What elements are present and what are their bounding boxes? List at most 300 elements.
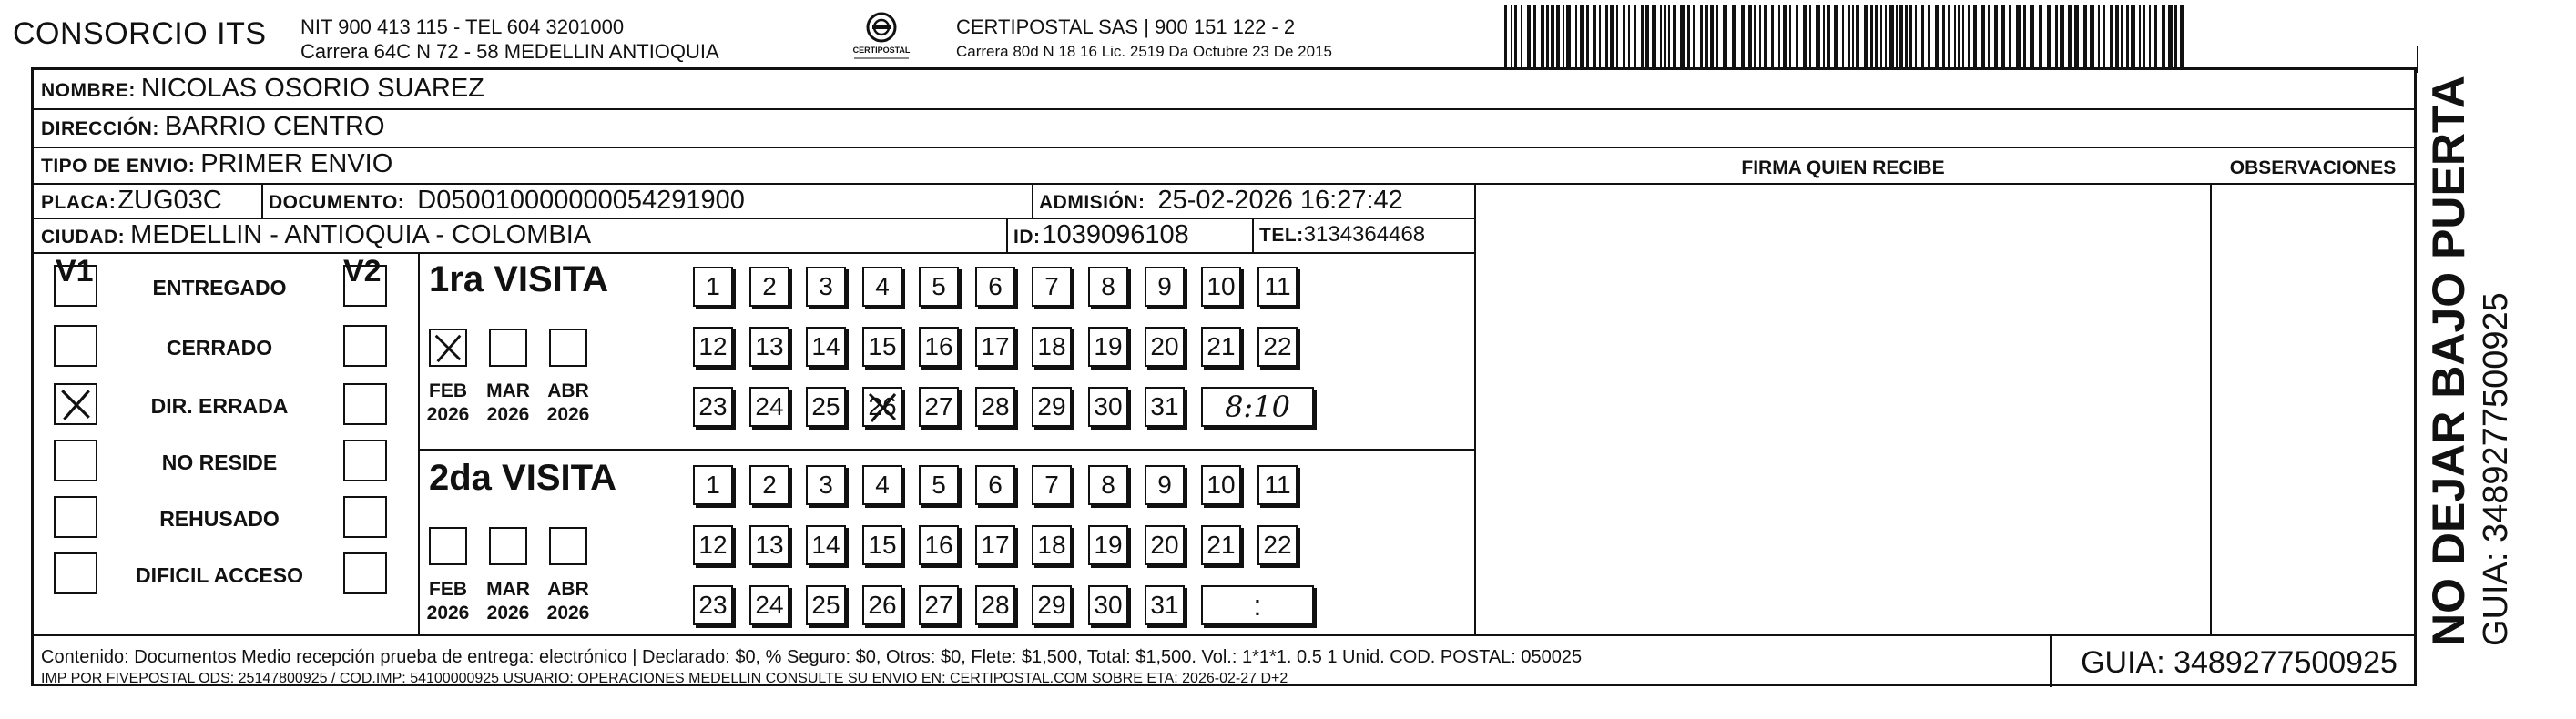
day-number: 30	[1094, 591, 1123, 619]
month-checkbox[interactable]	[429, 329, 467, 367]
barcode-bar	[2110, 5, 2113, 69]
barcode-bar	[1546, 5, 1549, 69]
day-box[interactable]	[749, 465, 789, 505]
footer-divider	[34, 634, 2414, 636]
day-box[interactable]	[806, 585, 846, 625]
month-name: ABR	[547, 380, 589, 401]
barcode-bar	[1875, 5, 1878, 69]
day-number: 29	[1037, 591, 1066, 619]
barcode-bar	[2149, 5, 2151, 69]
barcode-bar	[1664, 5, 1666, 69]
day-number: 9	[1157, 272, 1172, 300]
field-placa	[41, 186, 222, 216]
day-number: 19	[1094, 332, 1123, 360]
content-details: Contenido: Documentos Medio recepción prueba de entrega: electrónico | Declarado: $0, % Seguro: $0, Otros: $0, Flete: $1,500, Total: $1,500. Vol.: 1*1*1. 0.5 1 Unid. COD. POSTAL: 050025	[41, 647, 1583, 667]
barcode-bar	[1848, 5, 1850, 69]
day-number: 12	[698, 332, 728, 360]
placa-label: PLACA:	[41, 192, 117, 213]
day-box[interactable]	[919, 267, 959, 307]
side-notice	[2422, 76, 2568, 646]
barcode-bar	[1778, 5, 1780, 69]
field-id	[1013, 220, 1189, 250]
barcode-bar	[2030, 5, 2034, 69]
day-box[interactable]	[1257, 525, 1298, 565]
company-info	[300, 15, 719, 64]
day-number: 20	[1150, 531, 1179, 559]
day-box[interactable]	[975, 387, 1015, 427]
barcode-bar	[1852, 5, 1854, 69]
barcode-bar	[1732, 5, 1736, 69]
visit-title: 1ra VISITA	[429, 259, 609, 299]
day-number: 7	[1044, 272, 1059, 300]
barcode-bar	[1994, 5, 1998, 69]
day-number: 15	[868, 531, 897, 559]
cell-divider	[1252, 218, 1254, 252]
day-box[interactable]	[862, 267, 902, 307]
month-year: 2026	[426, 404, 470, 425]
day-number: 7	[1044, 471, 1059, 499]
barcode-bar	[1687, 5, 1690, 69]
barcode-bar	[1981, 5, 1985, 69]
company-name: CONSORCIO ITS	[13, 16, 267, 51]
day-box[interactable]	[806, 525, 846, 565]
barcode-bar	[1660, 5, 1662, 69]
nombre-label: NOMBRE:	[41, 80, 136, 101]
barcode-bar	[2090, 5, 2094, 69]
day-number: 31	[1150, 591, 1179, 619]
tipo-envio-value: PRIMER ENVIO	[200, 149, 393, 178]
barcode-bar	[1962, 5, 1964, 69]
status-v1-checkbox[interactable]	[54, 325, 97, 367]
barcode-bar	[1705, 5, 1708, 69]
day-box[interactable]	[749, 585, 789, 625]
barcode-bar	[1885, 5, 1887, 69]
barcode-bar	[2168, 5, 2173, 69]
carrier-nit-line: CERTIPOSTAL SAS | 900 151 122 - 2	[956, 15, 1296, 38]
day-box[interactable]	[693, 525, 733, 565]
day-number: 2	[762, 272, 777, 300]
status-v2-checkbox[interactable]	[343, 383, 387, 425]
tipo-envio-label: TIPO DE ENVIO:	[41, 156, 196, 177]
day-box[interactable]	[693, 585, 733, 625]
barcode-bar	[1915, 5, 1917, 69]
day-number: 4	[875, 471, 890, 499]
day-box[interactable]	[862, 327, 902, 367]
field-ciudad	[41, 220, 591, 250]
row-divider	[34, 183, 2414, 185]
barcode-bar	[1541, 5, 1544, 69]
day-number: 17	[981, 531, 1010, 559]
direccion-label: DIRECCIÓN:	[41, 118, 159, 139]
day-number: 8	[1101, 471, 1115, 499]
day-number: 18	[1037, 332, 1066, 360]
barcode-bar	[2001, 5, 2005, 69]
v2-header: V2	[343, 254, 382, 289]
carrier-info	[956, 15, 1332, 64]
barcode-bar	[1586, 5, 1589, 69]
barcode-bar	[2180, 5, 2184, 69]
side-guia: GUIA: 3489277500925	[2477, 292, 2515, 646]
barcode-bar	[2068, 5, 2072, 69]
barcode-bar	[1771, 5, 1774, 69]
row-divider	[34, 218, 1474, 219]
field-tipo-envio	[41, 149, 392, 179]
barcode-bar	[1842, 5, 1844, 69]
day-box[interactable]	[1032, 387, 1072, 427]
day-number: 2	[762, 471, 777, 499]
barcode-bar	[1593, 5, 1596, 69]
day-box[interactable]	[1088, 585, 1128, 625]
cell-divider	[261, 183, 263, 218]
admision-value: 25-02-2026 16:27:42	[1157, 186, 1403, 215]
day-box[interactable]	[1257, 465, 1298, 505]
day-box[interactable]	[862, 585, 902, 625]
day-number: 10	[1207, 272, 1236, 300]
barcode-bar	[2103, 5, 2105, 69]
barcode-bar	[1864, 5, 1868, 69]
month-name: FEB	[429, 579, 467, 600]
day-box[interactable]	[1257, 327, 1298, 367]
month-year: 2026	[426, 603, 470, 623]
ciudad-value: MEDELLIN - ANTIOQUIA - COLOMBIA	[130, 220, 592, 249]
barcode-bar	[2115, 5, 2119, 69]
barcode-bar	[1710, 5, 1714, 69]
day-number: 13	[755, 332, 784, 360]
day-box[interactable]	[1088, 327, 1128, 367]
day-box[interactable]	[749, 267, 789, 307]
month-label	[541, 578, 596, 625]
month-checkbox[interactable]	[549, 329, 587, 367]
status-label: NO RESIDE	[161, 451, 278, 474]
month-checkbox[interactable]	[489, 527, 527, 565]
barcode-bar	[1623, 5, 1625, 69]
barcode-bar	[1856, 5, 1859, 69]
day-box[interactable]	[1088, 465, 1128, 505]
barcode-bar	[1948, 5, 1950, 69]
barcode-bar	[1556, 5, 1560, 69]
day-number: 8	[1101, 272, 1115, 300]
day-number: 10	[1207, 471, 1236, 499]
day-box[interactable]	[862, 465, 902, 505]
footer-col-divider	[2050, 634, 2052, 687]
tel-label: TEL:	[1259, 225, 1304, 246]
barcode-bar	[2139, 5, 2141, 69]
tel-value: 3134364468	[1303, 222, 1426, 247]
logo-icon	[847, 9, 916, 64]
day-box[interactable]	[1088, 267, 1128, 307]
day-number: 25	[811, 392, 840, 420]
barcode-bar	[1504, 5, 1507, 69]
barcode-bar	[2154, 5, 2157, 69]
barcode-bar	[1816, 5, 1820, 69]
month-label	[421, 380, 475, 427]
day-box[interactable]	[919, 585, 959, 625]
day-box[interactable]	[975, 327, 1015, 367]
day-box[interactable]	[919, 465, 959, 505]
barcode-bar	[1716, 5, 1718, 69]
status-label: CERRADO	[166, 336, 273, 360]
row-divider	[34, 108, 2414, 110]
day-box[interactable]	[975, 585, 1015, 625]
day-box[interactable]	[919, 525, 959, 565]
barcode-bar	[1899, 5, 1903, 69]
day-box[interactable]	[806, 267, 846, 307]
id-value: 1039096108	[1042, 220, 1189, 249]
company-nit-line: NIT 900 413 115 - TEL 604 3201000	[300, 15, 625, 38]
barcode-bar	[1551, 5, 1554, 69]
day-number: 1	[706, 471, 720, 499]
day-number: 22	[1263, 332, 1292, 360]
barcode-bar	[1896, 5, 1898, 69]
admision-label: ADMISIÓN:	[1039, 192, 1145, 213]
row-divider	[34, 252, 1474, 254]
status-divider	[418, 252, 420, 634]
barcode-bar	[1652, 5, 1656, 69]
barcode	[1504, 5, 2187, 69]
status-v2-checkbox[interactable]	[343, 440, 387, 481]
barcode-bar	[2083, 5, 2087, 69]
barcode-bar	[1928, 5, 1930, 69]
day-box[interactable]	[862, 387, 902, 427]
status-label: DIFICIL ACCESO	[135, 563, 303, 587]
day-box[interactable]	[1032, 465, 1072, 505]
barcode-bar	[1521, 5, 1522, 69]
day-box[interactable]	[693, 267, 733, 307]
barcode-bar	[1566, 5, 1571, 69]
day-box[interactable]	[1201, 327, 1241, 367]
barcode-bar	[1511, 5, 1512, 69]
barcode-bar	[1823, 5, 1825, 69]
day-box[interactable]	[975, 267, 1015, 307]
barcode-bar	[1958, 5, 1960, 69]
label-frame	[31, 67, 2417, 686]
company-address-line: Carrera 64C N 72 - 58 MEDELLIN ANTIOQUIA	[300, 40, 719, 63]
day-number: 21	[1207, 332, 1236, 360]
field-documento	[269, 186, 745, 216]
no-dejar-notice: NO DEJAR BAJO PUERTA	[2423, 76, 2474, 646]
day-number: 23	[698, 392, 728, 420]
month-year: 2026	[546, 404, 590, 425]
status-v1-checkbox[interactable]	[54, 265, 97, 307]
day-number: 26	[868, 591, 897, 619]
day-box[interactable]	[975, 465, 1015, 505]
month-year: 2026	[546, 603, 590, 623]
barcode-bar	[2047, 5, 2051, 69]
barcode-bar	[2098, 5, 2100, 69]
day-number: 27	[924, 591, 953, 619]
day-box[interactable]	[749, 387, 789, 427]
barcode-bar	[1880, 5, 1882, 69]
status-v2-checkbox[interactable]	[343, 496, 387, 538]
day-box[interactable]	[919, 387, 959, 427]
day-box[interactable]	[693, 465, 733, 505]
day-box[interactable]	[1032, 327, 1072, 367]
day-box[interactable]	[919, 327, 959, 367]
carrier-license-line: Carrera 80d N 18 16 Lic. 2519 Da Octubre 23 De 2015	[956, 43, 1332, 60]
month-label	[481, 578, 535, 625]
visit-divider	[418, 449, 1474, 451]
barcode-bar	[1514, 5, 1517, 69]
barcode-bar	[2131, 5, 2135, 69]
month-name: ABR	[547, 579, 589, 600]
day-number: 24	[755, 591, 784, 619]
status-v2-checkbox[interactable]	[343, 265, 387, 307]
barcode-bar	[1634, 5, 1636, 69]
ciudad-label: CIUDAD:	[41, 227, 126, 248]
month-year: 2026	[486, 404, 530, 425]
day-number: 4	[875, 272, 890, 300]
barcode-bar	[1673, 5, 1676, 69]
barcode-bar	[1921, 5, 1924, 69]
day-box[interactable]	[1201, 465, 1241, 505]
barcode-bar	[1700, 5, 1703, 69]
day-box[interactable]	[975, 525, 1015, 565]
day-box[interactable]	[1145, 267, 1185, 307]
barcode-bar	[2074, 5, 2079, 69]
day-box[interactable]	[806, 327, 846, 367]
col-divider	[1474, 183, 1476, 634]
barcode-bar	[1741, 5, 1745, 69]
day-number: 11	[1264, 471, 1291, 499]
day-box[interactable]	[1145, 525, 1185, 565]
day-number: 23	[698, 591, 728, 619]
barcode-bar	[1645, 5, 1649, 69]
day-box[interactable]	[1145, 465, 1185, 505]
divider	[2417, 46, 2418, 73]
barcode-bar	[1935, 5, 1939, 69]
observaciones-header: OBSERVACIONES	[2229, 157, 2397, 178]
barcode-bar	[1968, 5, 1970, 69]
status-v1-checkbox[interactable]	[54, 552, 97, 594]
barcode-bar	[1641, 5, 1644, 69]
barcode-bar	[1605, 5, 1608, 69]
barcode-bar	[1783, 5, 1787, 69]
firma-header: FIRMA QUIEN RECIBE	[1741, 157, 1945, 178]
barcode-bar	[1954, 5, 1956, 69]
barcode-bar	[1889, 5, 1894, 69]
day-number: 28	[981, 392, 1010, 420]
day-box[interactable]	[749, 327, 789, 367]
day-box[interactable]	[1145, 327, 1185, 367]
day-box[interactable]	[1088, 387, 1128, 427]
barcode-bar	[1789, 5, 1791, 69]
day-box[interactable]	[1145, 387, 1185, 427]
barcode-bar	[1527, 5, 1531, 69]
day-number: 3	[819, 471, 833, 499]
barcode-bar	[1723, 5, 1727, 69]
status-v1-checkbox[interactable]	[54, 496, 97, 538]
barcode-bar	[2162, 5, 2165, 69]
day-box[interactable]	[806, 387, 846, 427]
day-number: 5	[932, 272, 946, 300]
field-direccion	[41, 112, 385, 142]
day-box[interactable]	[862, 525, 902, 565]
day-number: 1	[706, 272, 720, 300]
barcode-bar	[1764, 5, 1767, 69]
barcode-bar	[1834, 5, 1838, 69]
barcode-bar	[1610, 5, 1614, 69]
barcode-bar	[2126, 5, 2129, 69]
day-number: 30	[1094, 392, 1123, 420]
barcode-bar	[2174, 5, 2177, 69]
day-box[interactable]	[1257, 267, 1298, 307]
visit-time-box[interactable]: :	[1201, 585, 1314, 625]
barcode-bar	[1754, 5, 1756, 69]
day-box[interactable]	[1032, 585, 1072, 625]
certipostal-logo	[847, 9, 916, 64]
field-tel	[1259, 222, 1425, 248]
barcode-bar	[2039, 5, 2042, 69]
day-number: 25	[811, 591, 840, 619]
status-v1-checkbox[interactable]	[54, 383, 97, 425]
barcode-bar	[1580, 5, 1584, 69]
v1-header: V1	[56, 254, 94, 289]
print-details: IMP POR FIVEPOSTAL ODS: 25147800925 / COD.IMP: 54100000925 USUARIO: OPERACIONES MEDELLIN CONSULTE SU ENVIO EN: CERTIPOSTAL.COM SOBRE ETA: 2026-02-27 D+2	[41, 671, 1288, 686]
day-number: 15	[868, 332, 897, 360]
day-box[interactable]	[749, 525, 789, 565]
day-number: 14	[811, 332, 840, 360]
day-box[interactable]	[1032, 267, 1072, 307]
day-box[interactable]	[1032, 525, 1072, 565]
day-box[interactable]	[806, 465, 846, 505]
barcode-bar	[1563, 5, 1564, 69]
field-nombre	[41, 74, 484, 104]
barcode-bar	[1759, 5, 1761, 69]
barcode-bar	[1870, 5, 1873, 69]
status-v2-checkbox[interactable]	[343, 325, 387, 367]
status-label: DIR. ERRADA	[150, 394, 289, 418]
month-checkbox[interactable]	[489, 329, 527, 367]
month-name: MAR	[486, 380, 530, 401]
day-box[interactable]	[693, 387, 733, 427]
nombre-value: NICOLAS OSORIO SUAREZ	[140, 74, 484, 103]
day-number: 5	[932, 471, 946, 499]
barcode-bar	[2060, 5, 2064, 69]
day-number: 19	[1094, 531, 1123, 559]
month-checkbox[interactable]	[549, 527, 587, 565]
barcode-bar	[1680, 5, 1685, 69]
day-number: 16	[924, 531, 953, 559]
month-checkbox[interactable]	[429, 527, 467, 565]
day-number: 20	[1150, 332, 1179, 360]
barcode-bar	[2023, 5, 2026, 69]
day-box[interactable]	[1088, 525, 1128, 565]
month-label	[481, 380, 535, 427]
barcode-bar	[1599, 5, 1601, 69]
svg-text:CERTIPOSTAL: CERTIPOSTAL	[852, 46, 911, 55]
month-name: MAR	[486, 579, 530, 600]
day-box[interactable]	[1145, 585, 1185, 625]
day-number: 21	[1207, 531, 1236, 559]
visit-time-box[interactable]: 8:10	[1201, 387, 1314, 427]
col-divider	[2210, 183, 2212, 634]
day-box[interactable]	[693, 327, 733, 367]
day-number: 6	[988, 272, 1003, 300]
status-v1-checkbox[interactable]	[54, 440, 97, 481]
status-v2-checkbox[interactable]	[343, 552, 387, 594]
day-number: 27	[924, 392, 953, 420]
documento-label: DOCUMENTO:	[269, 192, 405, 213]
barcode-bar	[1533, 5, 1536, 69]
barcode-bar	[1616, 5, 1618, 69]
check-mark-icon	[56, 385, 96, 423]
day-box[interactable]	[1201, 525, 1241, 565]
barcode-bar	[1988, 5, 1990, 69]
barcode-bar	[2009, 5, 2011, 69]
day-number: 31	[1150, 392, 1179, 420]
month-name: FEB	[429, 380, 467, 401]
day-box[interactable]	[1201, 267, 1241, 307]
